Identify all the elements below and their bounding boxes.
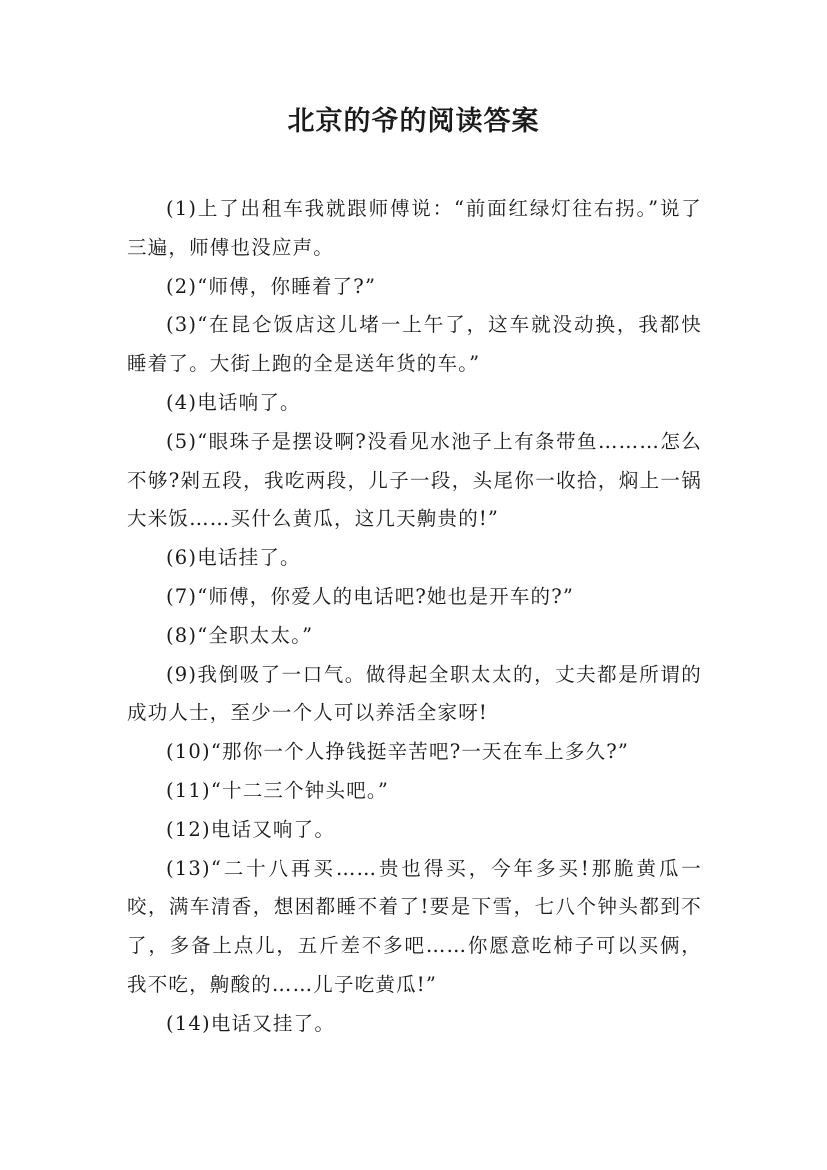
paragraph-11: (11)“十二三个钟头吧。” (166, 778, 390, 802)
paragraph-9: (9)我倒吸了一口气。做得起全职太太的，丈夫都是所谓的成功人士，至少一个人可以养活全家呀! (127, 662, 702, 725)
page-title: 北京的爷的阅读答案 (287, 106, 540, 137)
paragraph-12: (12)电话又响了。 (166, 817, 336, 841)
article-body (127, 190, 702, 1044)
paragraph-8: (8)“全职太太。” (166, 623, 314, 647)
paragraph-2: (2)“师傅，你睡着了?” (166, 274, 377, 298)
paragraph-13: (13)“二十八再买……贵也得买，今年多买!那脆黄瓜一咬，满车清香，想困都睡不着了!要是下雪，七八个钟头都到不了，多备上点儿，五斤差不多吧……你愿意吃柿子可以买俩，我不吃，齁酸的……儿子吃黄瓜!” (127, 856, 702, 996)
paragraph-7: (7)“师傅，你爱人的电话吧?她也是开车的?” (166, 584, 575, 608)
paragraph-10: (10)“那你一个人挣钱挺辛苦吧?一天在车上多久?” (166, 740, 630, 764)
paragraph-4: (4)电话响了。 (166, 390, 301, 414)
paragraph-5: (5)“眼珠子是摆设啊?没看见水池子上有条带鱼………怎么不够?剁五段，我吃两段，儿子一段，头尾你一收拾，焖上一锅大米饭……买什么黄瓜，这几天齁贵的!” (127, 429, 702, 531)
paragraph-6: (6)电话挂了。 (166, 546, 301, 570)
paragraph-1: (1)上了出租车我就跟师傅说：“前面红绿灯往右拐。”说了三遍，师傅也没应声。 (127, 197, 702, 259)
paragraph-14: (14)电话又挂了。 (166, 1011, 336, 1035)
paragraph-3: (3)“在昆仑饭店这儿堵一上午了，这车就没动换，我都快睡着了。大街上跑的全是送年货的车。” (127, 313, 702, 376)
